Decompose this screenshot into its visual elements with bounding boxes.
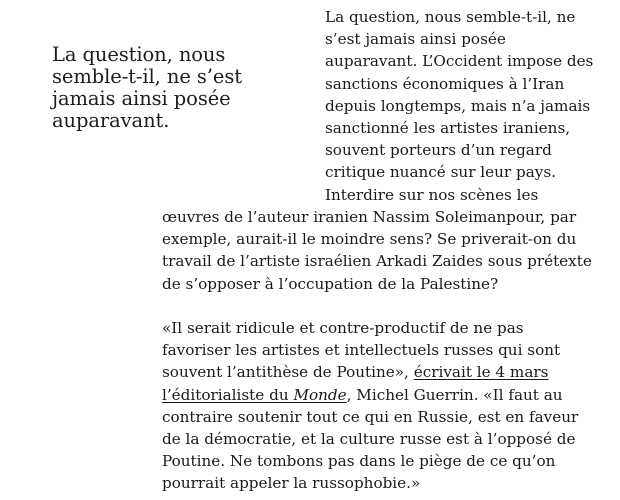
pull-quote-line: La question, nous	[52, 43, 226, 66]
body-line: sanctions économiques à l’Iran	[325, 74, 565, 93]
paragraph-1-right-column	[325, 6, 610, 206]
body-text: , Michel Guerrin. «Il faut au	[346, 385, 563, 404]
body-line: critique nuancé sur leur pays.	[325, 163, 556, 182]
body-line: «Il serait ridicule et contre-productif de ne pas	[162, 319, 524, 337]
body-line	[162, 384, 607, 406]
body-line: exemple, aurait-il le moindre sens? Se priverait-on du	[162, 230, 577, 249]
body-line: La question, nous semble-t-il, ne	[325, 8, 576, 26]
body-line: travail de l’artiste israélien Arkadi Zaides sous prétexte	[162, 252, 592, 271]
body-line: favoriser les artistes et intellectuels russes qui sont	[162, 341, 561, 360]
article-link[interactable]	[414, 363, 549, 381]
pull-quote	[52, 44, 302, 132]
link-text[interactable]: écrivait le 4 mars	[413, 363, 549, 382]
body-line: contraire soutenir tout ce qui en Russie, est en faveur	[162, 407, 579, 426]
paragraph-1-wide-section	[162, 206, 607, 295]
body-line: sanctionné les artistes iraniens,	[325, 119, 571, 138]
article-link-continued[interactable]	[162, 386, 347, 404]
body-line: œuvres de l’auteur iranien Nassim Soleimanpour, par	[162, 208, 577, 226]
body-line	[162, 361, 607, 383]
body-line: s’est jamais ainsi posée	[325, 30, 506, 49]
pull-quote-line: auparavant.	[52, 109, 170, 132]
body-line: auparavant. L’Occident impose des	[325, 52, 594, 71]
pull-quote-line: jamais ainsi posée	[52, 87, 231, 110]
body-line: de s’opposer à l’occupation de la Palestine?	[162, 274, 499, 293]
body-line: pourrait appeler la russophobie.»	[162, 474, 421, 493]
body-line: de la démocratie, et la culture russe est à l’opposé de	[162, 430, 576, 449]
link-text[interactable]: l’éditorialiste du	[162, 385, 294, 404]
body-line: souvent porteurs d’un regard	[325, 141, 552, 160]
pull-quote-line: semble-t-il, ne s’est	[52, 65, 242, 88]
publication-name[interactable]: Monde	[293, 385, 347, 404]
body-line: Interdire sur nos scènes les	[325, 185, 539, 204]
body-line: depuis longtemps, mais n’a jamais	[325, 96, 591, 115]
body-line: Poutine. Ne tombons pas dans le piège de ce qu’on	[162, 452, 556, 471]
body-text: souvent l’antithèse de Poutine»,	[162, 363, 414, 382]
paragraph-2	[162, 317, 607, 495]
